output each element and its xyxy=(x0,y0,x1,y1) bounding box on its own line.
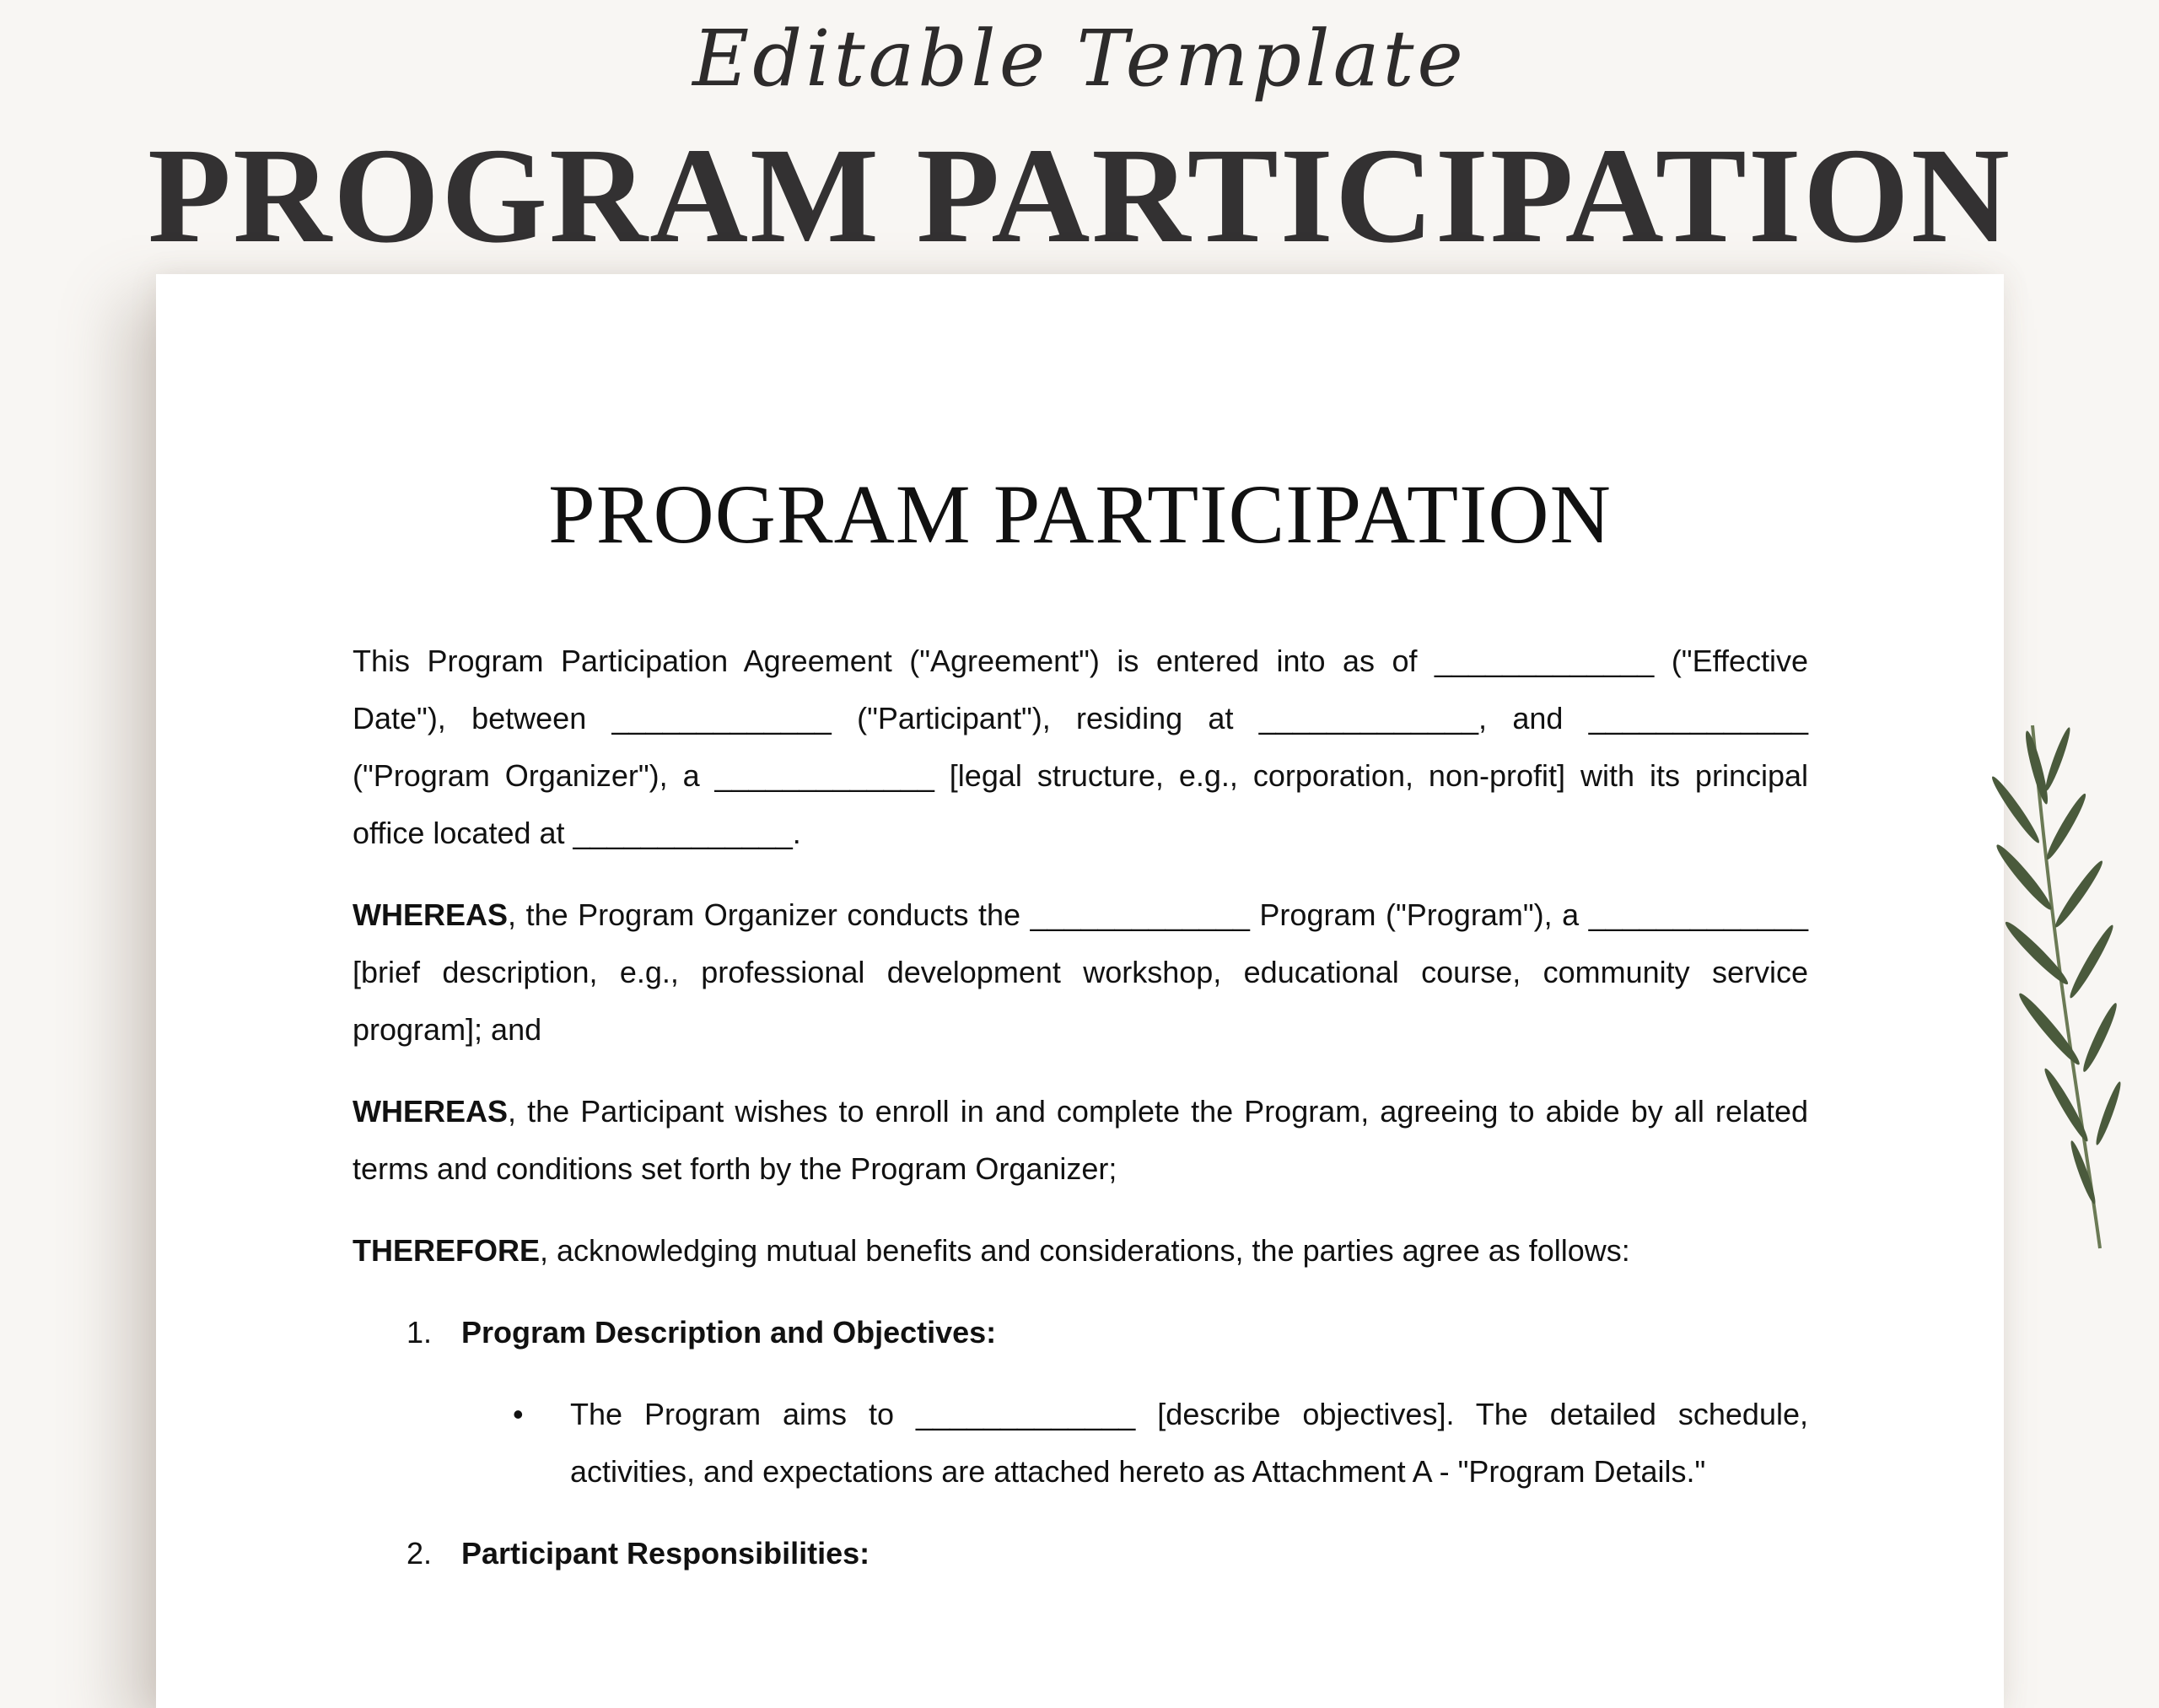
therefore-text: , acknowledging mutual benefits and considerations, the parties agree as follows: xyxy=(540,1233,1630,1268)
whereas-text: , the Program Organizer conducts the _____________ Program ("Program"), a _____________ [brief description, e.g., professional development workshop, educational course, community service program]; and xyxy=(353,897,1808,1047)
section-1-bullet xyxy=(513,1386,1808,1501)
document-body xyxy=(353,633,1808,1607)
rosemary-sprig-decoration xyxy=(1957,700,2125,1274)
section-1-heading xyxy=(406,1304,1808,1361)
editable-template-script: Editable Template xyxy=(692,13,1467,104)
section-heading: Participant Responsibilities: xyxy=(461,1536,870,1571)
section-number: 1. xyxy=(406,1315,433,1350)
document-title: PROGRAM PARTICIPATION xyxy=(548,467,1612,561)
whereas-paragraph-2 xyxy=(353,1083,1808,1198)
section-heading: Program Description and Objectives: xyxy=(461,1315,997,1350)
whereas-label: WHEREAS xyxy=(353,1094,509,1129)
section-number: 2. xyxy=(406,1536,433,1571)
banner-title: PROGRAM PARTICIPATION xyxy=(148,121,2011,272)
section-2-heading xyxy=(406,1525,1808,1582)
whereas-text: , the Participant wishes to enroll in and complete the Program, agreeing to abide by all related terms and conditions set forth by the Program Organizer; xyxy=(353,1094,1808,1186)
whereas-paragraph-1 xyxy=(353,886,1808,1059)
bullet-icon: • xyxy=(513,1397,524,1431)
therefore-label: THEREFORE xyxy=(353,1233,541,1268)
therefore-paragraph xyxy=(353,1222,1808,1280)
bullet-text: The Program aims to _____________ [describe objectives]. The detailed schedule, activities, and expectations are attached hereto as Attachment A - "Program Details." xyxy=(570,1397,1808,1489)
whereas-label: WHEREAS xyxy=(353,897,509,932)
intro-paragraph: This Program Participation Agreement ("Agreement") is entered into as of _____________ ("Effective Date"), between _____________ ("Participant"), residing at _____________, and _____________ ("Program Organizer"), a _____________ [legal structure, e.g., corporation, non-profit] with its principal office located at _____________. xyxy=(353,644,1808,850)
